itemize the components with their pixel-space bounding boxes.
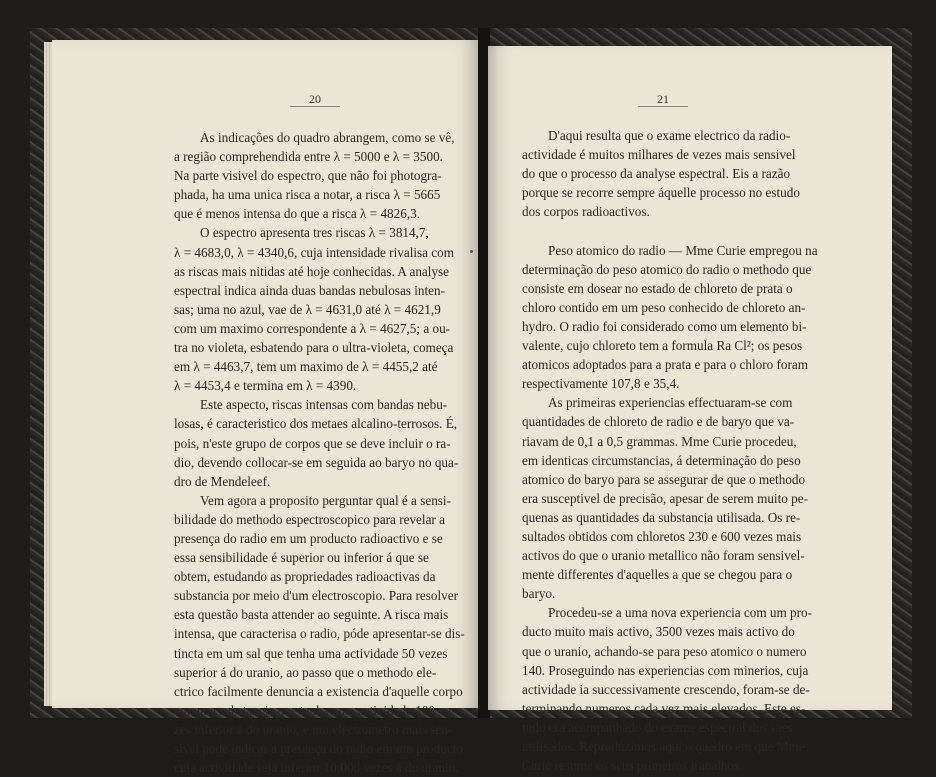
left-folio-rule (290, 106, 340, 107)
text-line (522, 221, 802, 240)
text-line: ctrico facilmente denuncia a existencia d'aquelle corpo (174, 683, 463, 699)
text-line: activos do que o uranio metallico não foram sensivel- (522, 548, 805, 564)
text-line: 140. Proseguindo nas experiencias com minerios, cuja (522, 662, 809, 678)
right-page-text (522, 126, 818, 775)
text-line: As primeiras experiencias effectuaram-se com (548, 395, 793, 411)
text-line: D'aqui resulta que o exame electrico da radio- (548, 128, 791, 143)
text-line: baryo. (522, 586, 556, 602)
text-line: losas, é caracteristico dos metaes alcalino-terrosos. É, (174, 416, 458, 432)
text-line: actividade ia successivamente crescendo, foram-se de- (522, 681, 810, 697)
text-line: chloro contido em um peso conhecido de chloreto an- (522, 299, 806, 315)
text-line: que é menos intensa do que a risca λ = 4826,3. (174, 206, 421, 222)
text-line: utilisados. Reproduzimos aqui o quadro em que Mme (522, 739, 805, 754)
text-line: esta questão basta attender ao seguinte. A risca mais (174, 607, 449, 623)
text-line: sivel póde indicar a presença do radio em um producto (174, 741, 463, 756)
text-line: porque se recorre sempre áquelle processo no estudo (522, 185, 800, 201)
text-line: espectral indica ainda duas bandas nebulosas inten- (174, 282, 445, 298)
text-line: Peso atomico do radio — Mme Curie empregou na (548, 242, 818, 258)
right-page-number: 21 (657, 92, 669, 106)
text-line: determinação do peso atomico do radio o methodo que (522, 261, 812, 277)
text-line: as riscas mais nitidas até hoje conhecidas. A analyse (174, 263, 450, 279)
text-line: do que o processo da analyse espectral. Eis a razão (522, 166, 791, 182)
text-line: tincta em um sal que tenha uma actividade 50 vezes (174, 645, 448, 661)
right-folio-rule (638, 106, 688, 107)
text-line: zes inferior á do uranio, e um electrometro mais sen- (174, 721, 453, 737)
text-line: Na parte visivel do espectro, que não foi photogra- (174, 168, 442, 184)
text-line: atomicos adoptados para a prata e para o chloro foram (522, 357, 808, 373)
text-line: Curie resume os seus primeiros trabalhos. (522, 758, 743, 774)
left-page-number: 20 (309, 92, 321, 106)
text-line: λ = 4683,0, λ = 4340,6, cuja intensidade rivalisa com (174, 244, 455, 260)
text-line: bilidade do methodo espectroscopico para revelar a (174, 511, 445, 527)
text-line: essa sensibilidade é superior ou inferior á que se (174, 550, 429, 566)
text-line: em identicas circumstancias, á determinação do peso (522, 452, 801, 468)
ink-speck (470, 250, 473, 253)
text-line: superior á do uranio, ao passo que o methodo ele- (174, 664, 437, 680)
text-line: Este aspecto, riscas intensas com bandas nebu- (200, 397, 448, 413)
text-line: pois, n'este grupo de corpos que se deve incluir o ra- (174, 435, 451, 451)
text-line: ducto muito mais activo, 3500 vezes mais activo do (522, 624, 795, 640)
text-line: a região comprehendida entre λ = 5000 e λ = 3500. (174, 149, 443, 165)
text-line: dro de Mendeleef. (174, 473, 271, 489)
text-line: quenas as quantidades da substancia utilisada. Os re- (522, 509, 801, 525)
text-line: era susceptivel de precisão, apesar de serem muito pe- (522, 490, 808, 506)
text-line: As indicações do quadro abrangem, como se vê, (200, 130, 455, 145)
text-line: phada, ha uma unica risca a notar, a risca λ = 5665 (174, 187, 441, 203)
text-line: tudo era acompanhado do exame espectral dos saes (522, 719, 793, 735)
text-line: que o uranio, achando-se para peso atomico o numero (522, 643, 807, 659)
text-line: respectivamente 107,8 e 35,4. (522, 376, 680, 392)
text-line: dio, devendo collocar-se em seguida ao baryo no qua- (174, 454, 459, 470)
text-line: riavam de 0,1 a 0,5 grammas. Mme Curie procedeu, (522, 433, 797, 449)
text-line: actividade é muitos milhares de vezes mais sensivel (522, 147, 796, 163)
text-line: λ = 4453,4 e termina em λ = 4390. (174, 378, 357, 394)
text-line: valente, cujo chloreto tem a formula Ra Cl²; os pesos (522, 338, 803, 354)
text-line: obtem, estudando as propriedades radioactivas da (174, 569, 436, 585)
text-line: consiste em dosear no estado de chloreto de prata o (522, 280, 793, 296)
text-line: cuja actividade seja inferior 10:000 vezes á do uranio. (174, 760, 459, 776)
text-line: intensa, que caracterisa o radio, póde apresentar-se dis- (174, 626, 465, 642)
text-line: O espectro apresenta tres riscas λ = 3814,7, (200, 225, 429, 241)
text-line: tra no violeta, esbatendo para o ultra-violeta, começa (174, 340, 454, 356)
text-line: atomico do baryo para se assegurar de que o methodo (522, 471, 806, 487)
text-line: Procedeu-se a uma nova experiencia com um pro- (548, 605, 813, 621)
text-line: presença do radio em um producto radioactivo e se (174, 530, 443, 546)
text-line: dos corpos radioactivos. (522, 204, 650, 220)
left-page-text (174, 128, 465, 777)
text-line: sultados obtidos com chloretos 230 e 600 vezes mais (522, 528, 802, 544)
text-line: sas; uma no azul, vae de λ = 4631,0 até λ = 4621,9 (174, 301, 441, 317)
text-line: mente differentes d'aquelles a que se chegou para o (522, 567, 793, 583)
text-line: quantidades de chloreto de radio e de baryo que va- (522, 414, 795, 430)
text-line: Vem agora a proposito perguntar qual é a sensi- (200, 492, 451, 508)
text-line: terminando numeros cada vez mais elevados. Este es- (522, 700, 806, 716)
text-line: em λ = 4463,7, tem um maximo de λ = 4455,2 até (174, 359, 438, 375)
text-line: em uma substancia que tenha uma actividade 100 ve- (174, 702, 456, 718)
text-line: hydro. O radio foi considerado como um elemento bi- (522, 318, 807, 334)
text-line: substancia por meio d'um electroscopio. Para resolver (174, 588, 458, 604)
text-line: com um maximo correspondente a λ = 4627,5; a ou- (174, 320, 451, 336)
